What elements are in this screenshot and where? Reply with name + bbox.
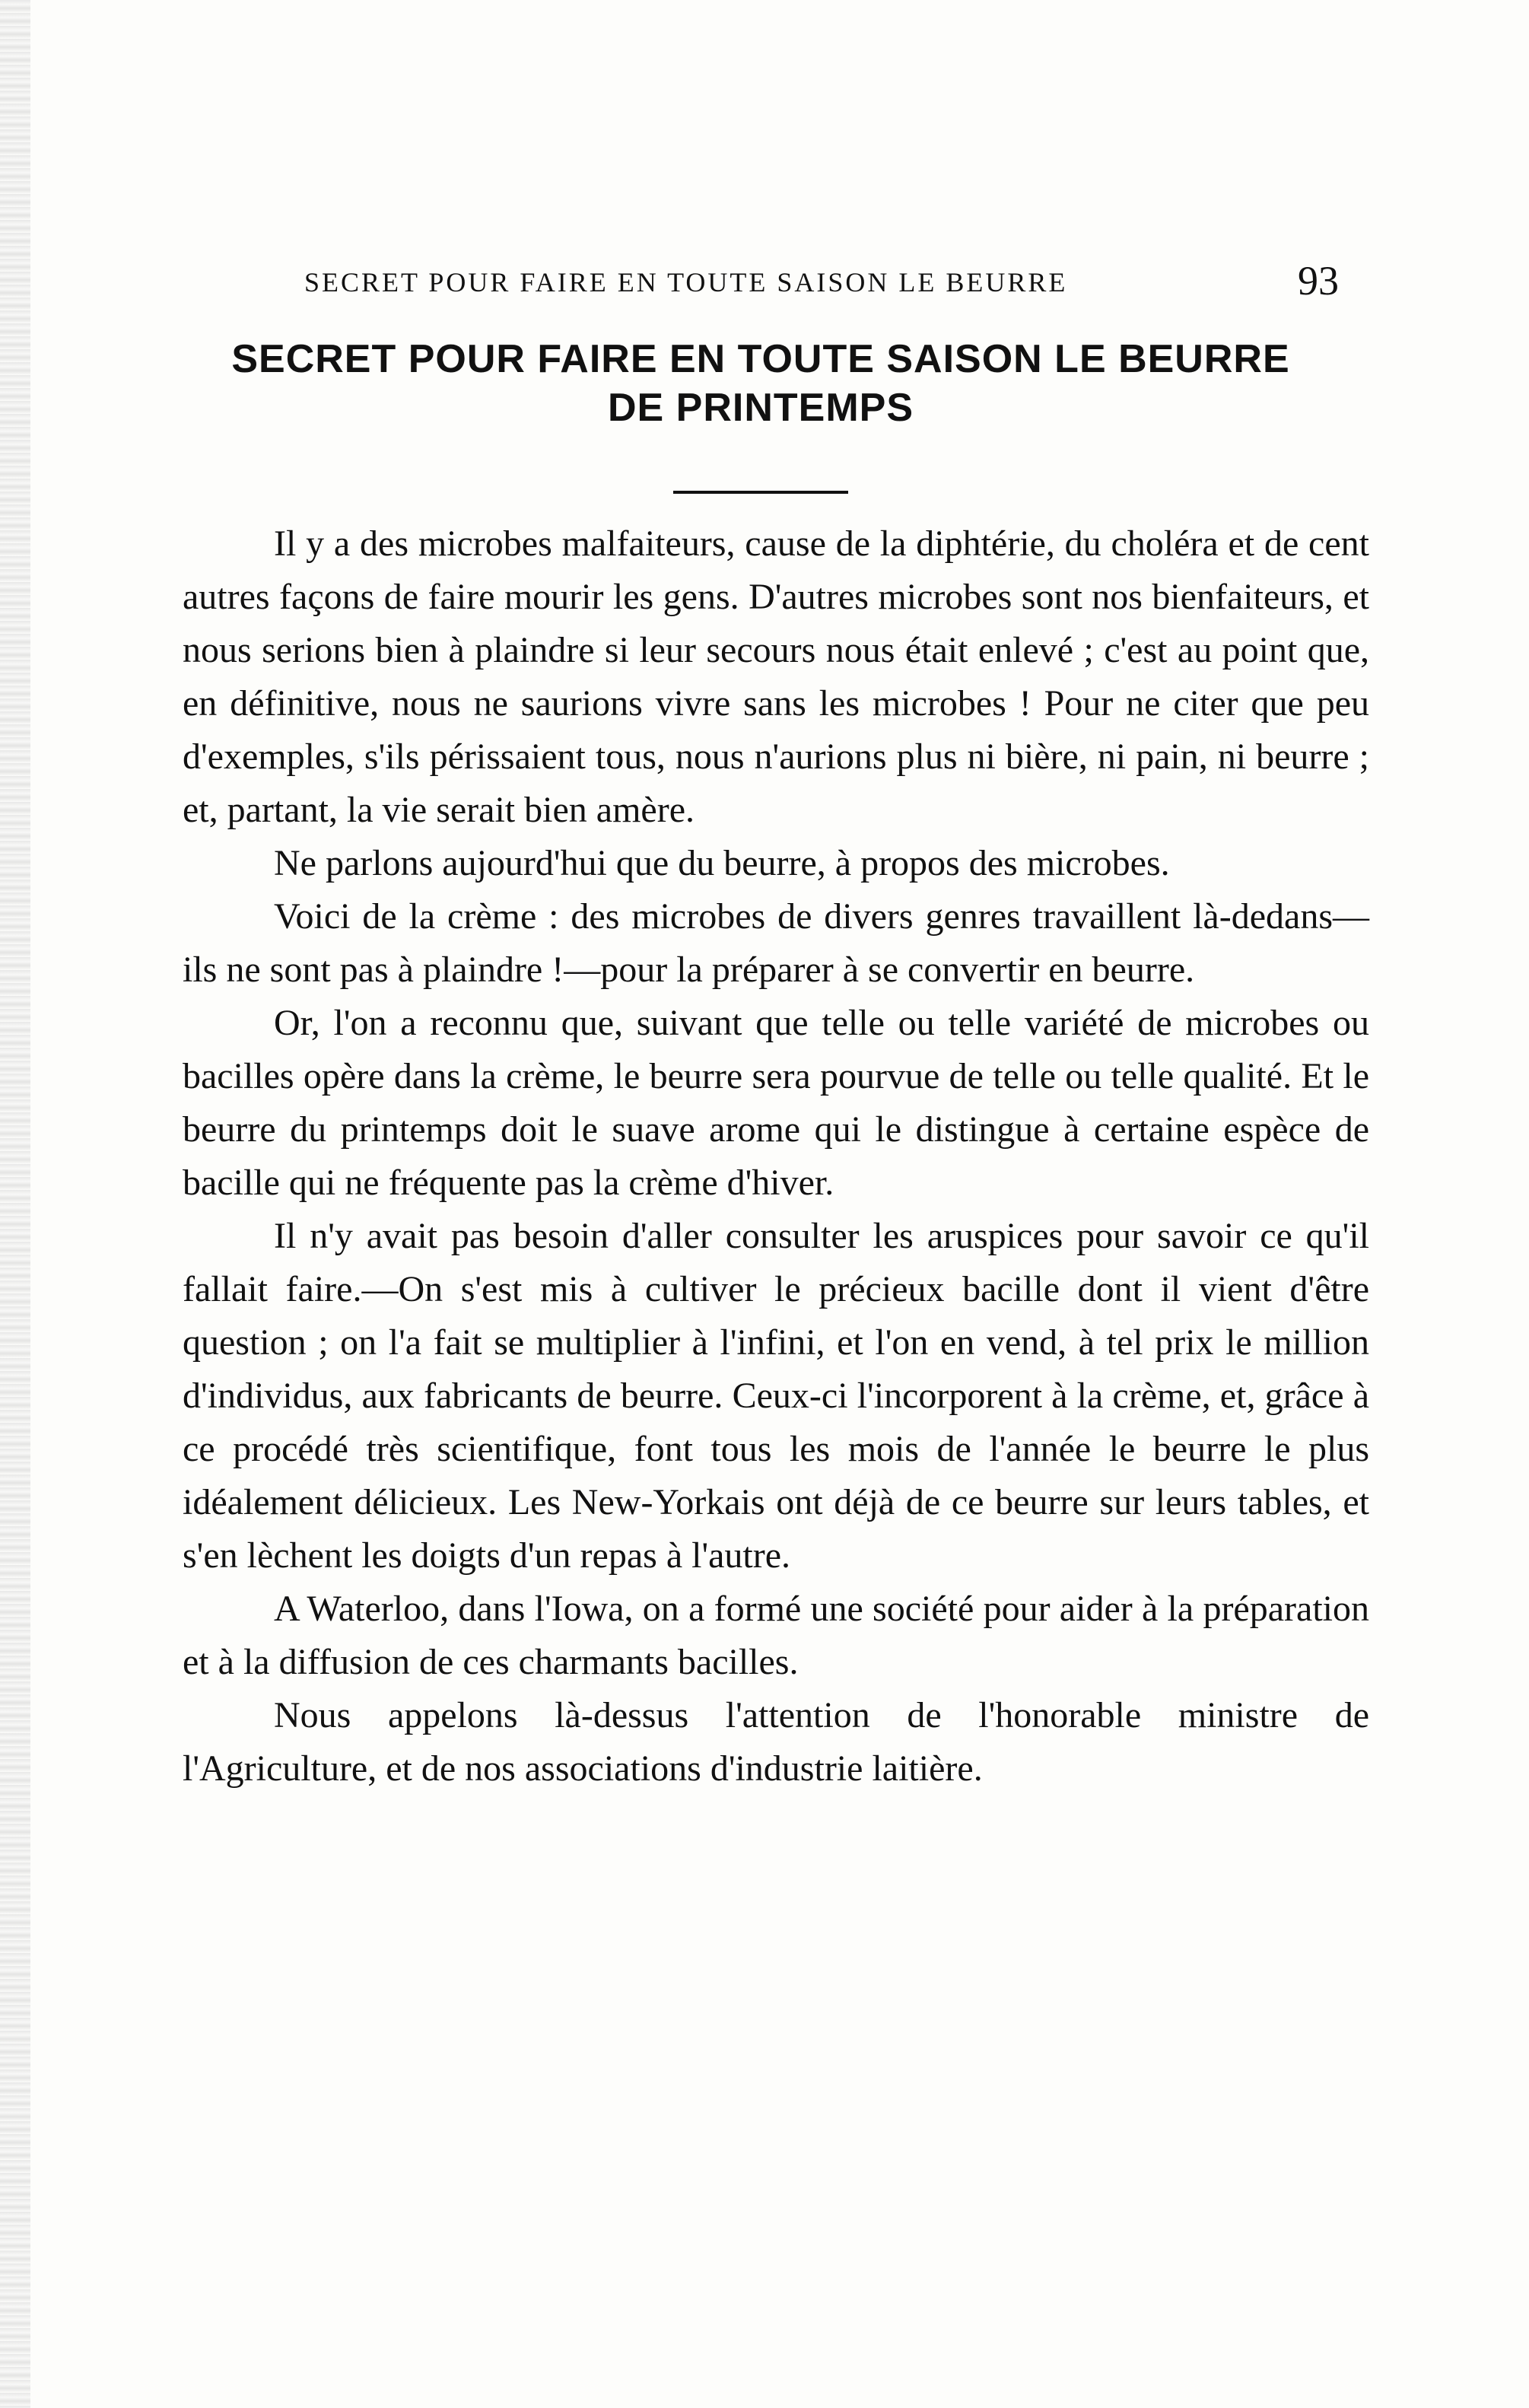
paragraph-2: Ne parlons aujourd'hui que du beurre, à propos des microbes.	[274, 843, 1170, 883]
page-number: 93	[1298, 258, 1339, 304]
article-title	[152, 335, 1369, 432]
title-divider	[673, 491, 848, 494]
paragraph-5: Il n'y avait pas besoin d'aller consulter les aruspices pour savoir ce qu'il fallait faire.—On s'est mis à cultiver le précieux bacille dont il vient d'être question ; on l'a fait se multiplier à l'infini, et l'on en vend, à tel prix le million d'individus, aux fabricants de beurre. Ceux-ci l'incorporent à la crème, et, grâce à ce procédé très scientifique, font tous les mois de l'année le beurre le plus idéalement délicieux. Les New-Yorkais ont déjà de ce beurre sur leurs tables, et s'en lèchent les doigts d'un repas à l'autre.	[183, 1216, 1369, 1576]
paragraph-6: A Waterloo, dans l'Iowa, on a formé une société pour aider à la préparation et à la diffusion de ces charmants bacilles.	[183, 1589, 1369, 1682]
running-head	[304, 257, 1339, 310]
article-body	[183, 517, 1369, 1796]
running-title: SECRET POUR FAIRE EN TOUTE SAISON LE BEURRE	[304, 267, 1068, 297]
paragraph-4: Or, l'on a reconnu que, suivant que telle ou telle variété de microbes ou bacilles opère dans la crème, le beurre sera pourvue de telle ou telle qualité. Et le beurre du printemps doit le suave arome qui le distingue à certaine espèce de bacille qui ne fréquente pas la crème d'hiver.	[183, 1003, 1369, 1203]
paragraph-7: Nous appelons là-dessus l'attention de l'honorable ministre de l'Agriculture, et de nos associations d'industrie laitière.	[183, 1695, 1369, 1789]
scanned-page-edge	[0, 0, 30, 2408]
paragraph-3: Voici de la crème : des microbes de divers genres travaillent là-dedans—ils ne sont pas à plaindre !—pour la préparer à se convertir en beurre.	[183, 896, 1369, 990]
paragraph-1: Il y a des microbes malfaiteurs, cause de la diphtérie, du choléra et de cent autres façons de faire mourir les gens. D'autres microbes sont nos bienfaiteurs, et nous serions bien à plaindre si leur secours nous était enlevé ; c'est au point que, en définitive, nous ne saurions vivre sans les microbes ! Pour ne citer que peu d'exemples, s'ils périssaient tous, nous n'aurions plus ni bière, ni pain, ni beurre ; et, partant, la vie serait bien amère.	[183, 523, 1369, 830]
article-title-line-2: DE PRINTEMPS	[607, 386, 914, 430]
article-title-line-1: SECRET POUR FAIRE EN TOUTE SAISON LE BEURRE	[231, 337, 1290, 381]
